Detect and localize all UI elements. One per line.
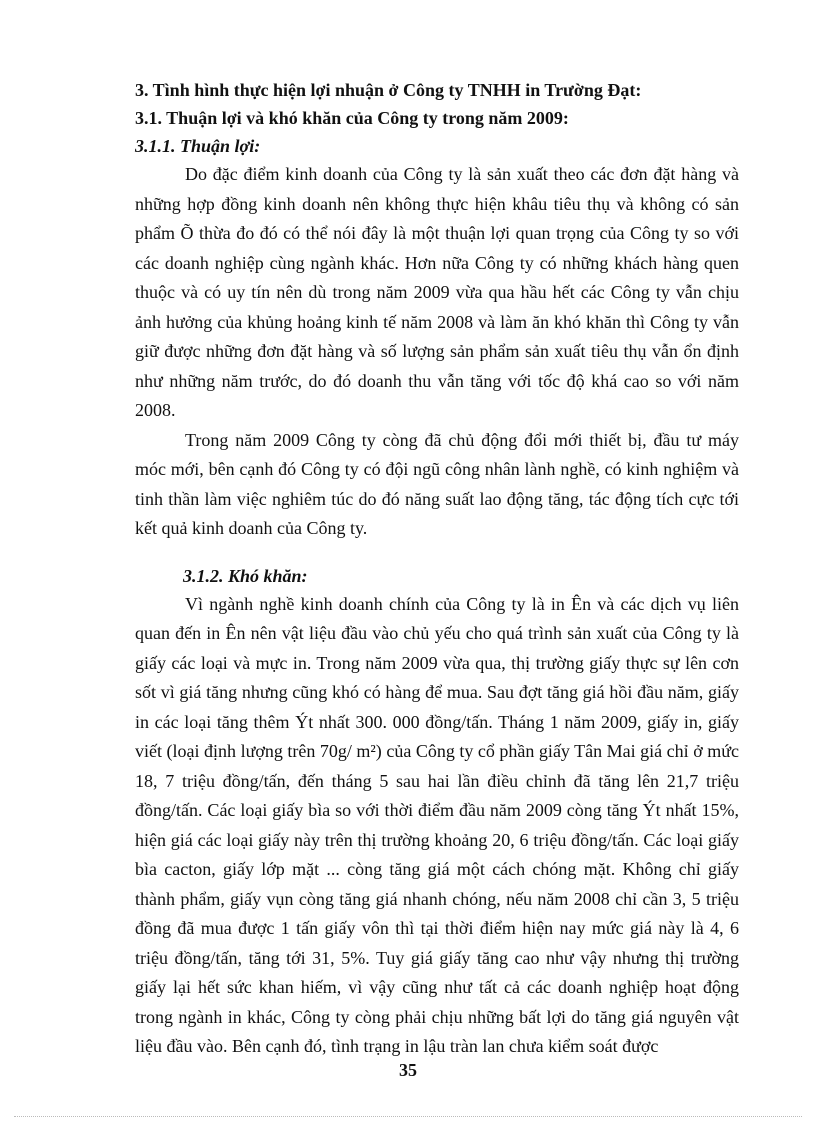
section-heading: 3. Tình hình thực hiện lợi nhuận ở Công ty TNHH in Trường Đạt: [135, 80, 642, 100]
subsection-heading: 3.1. Thuận lợi và khó khăn của Công ty trong năm 2009: [135, 108, 569, 128]
advantages-paragraph-2: Trong năm 2009 Công ty còng đã chủ động đổi mới thiết bị, đầu tư máy móc mới, bên cạnh đó Công ty có đội ngũ công nhân lành nghề, có kinh nghiệm và tinh thần làm việc nghiêm túc do đó năng suất lao động tăng, tác động tích cực tới kết quả kinh doanh của Công ty. [135, 429, 739, 538]
difficulties-paragraph-1: Vì ngành nghề kinh doanh chính của Công ty là in Ên và các dịch vụ liên quan đến in Ên nên vật liệu đầu vào chủ yếu cho quá trình sản xuất của Công ty là giấy các loại và mực in. Trong năm 2009 vừa qua, thị trường giấy thực sự lên cơn sốt vì giá tăng nhưng cũng khó có hàng để mua. Sau đợt tăng giá hồi đầu năm, giấy in các loại tăng thêm Ýt nhất 300. 000 đồng/tấn. Tháng 1 năm 2009, giấy in, giấy viết (loại định lượng trên 70g/ m²) của Công ty cổ phần giấy Tân Mai giá chỉ ở mức 18, 7 triệu đồng/tấn, đến tháng 5 sau hai lần điều chỉnh đã tăng lên 21,7 triệu đồng/tấn. Các loại giấy bìa so với thời điểm đầu năm 2009 còng tăng Ýt nhất 15%, hiện giá các loại giấy này trên thị trường khoảng 20, 6 triệu đồng/tấn. Các loại giấy bìa cacton, giấy lớp mặt ... còng tăng giá một cách chóng mặt. Không chỉ giấy thành phẩm, giấy vụn còng tăng giá nhanh chóng, nếu năm 2008 chỉ cần 3, 5 triệu đồng đã mua được 1 tấn giấy vôn thì tại thời điểm hiện nay mức giá này là 4, 6 triệu đồng/tấn, tăng tới 31, 5%. Tuy giá giấy tăng cao như vậy nhưng thị trường giấy lại hết sức khan hiếm, vì vậy cũng như tất cả các doanh nghiệp hoạt động trong ngành in khác, Công ty còng phải chịu những bất lợi do tăng giá nguyên vật liệu đầu vào. Bên cạnh đó, tình trạng in lậu tràn lan chưa kiểm soát được [135, 593, 739, 1056]
page-content [135, 76, 739, 1062]
page-number: 35 [399, 1060, 417, 1080]
footer-dotted-rule [14, 1116, 802, 1117]
advantages-paragraph-1: Do đặc điểm kinh doanh của Công ty là sản xuất theo các đơn đặt hàng và những hợp đồng kinh doanh nên không thực hiện khâu tiêu thụ và không có sản phẩm Õ thừa đo đó có thể nói đây là một thuận lợi quan trọng của Công ty so với các doanh nghiệp cùng ngành khác. Hơn nữa Công ty có những khách hàng quen thuộc và có uy tín nên dù trong năm 2009 vừa qua hầu hết các Công ty vẫn chịu ảnh hưởng của khủng hoảng kinh tế năm 2008 và làm ăn khó khăn thì Công ty vẫn giữ được những đơn đặt hàng và số lượng sản phẩm sản xuất tiêu thụ vẫn ổn định như những năm trước, do đó doanh thu vẫn tăng với tốc độ khá cao so với năm 2008. [135, 164, 739, 420]
difficulties-heading: 3.1.2. Khó khăn: [183, 565, 308, 586]
advantages-heading: 3.1.1. Thuận lợi: [135, 136, 261, 156]
